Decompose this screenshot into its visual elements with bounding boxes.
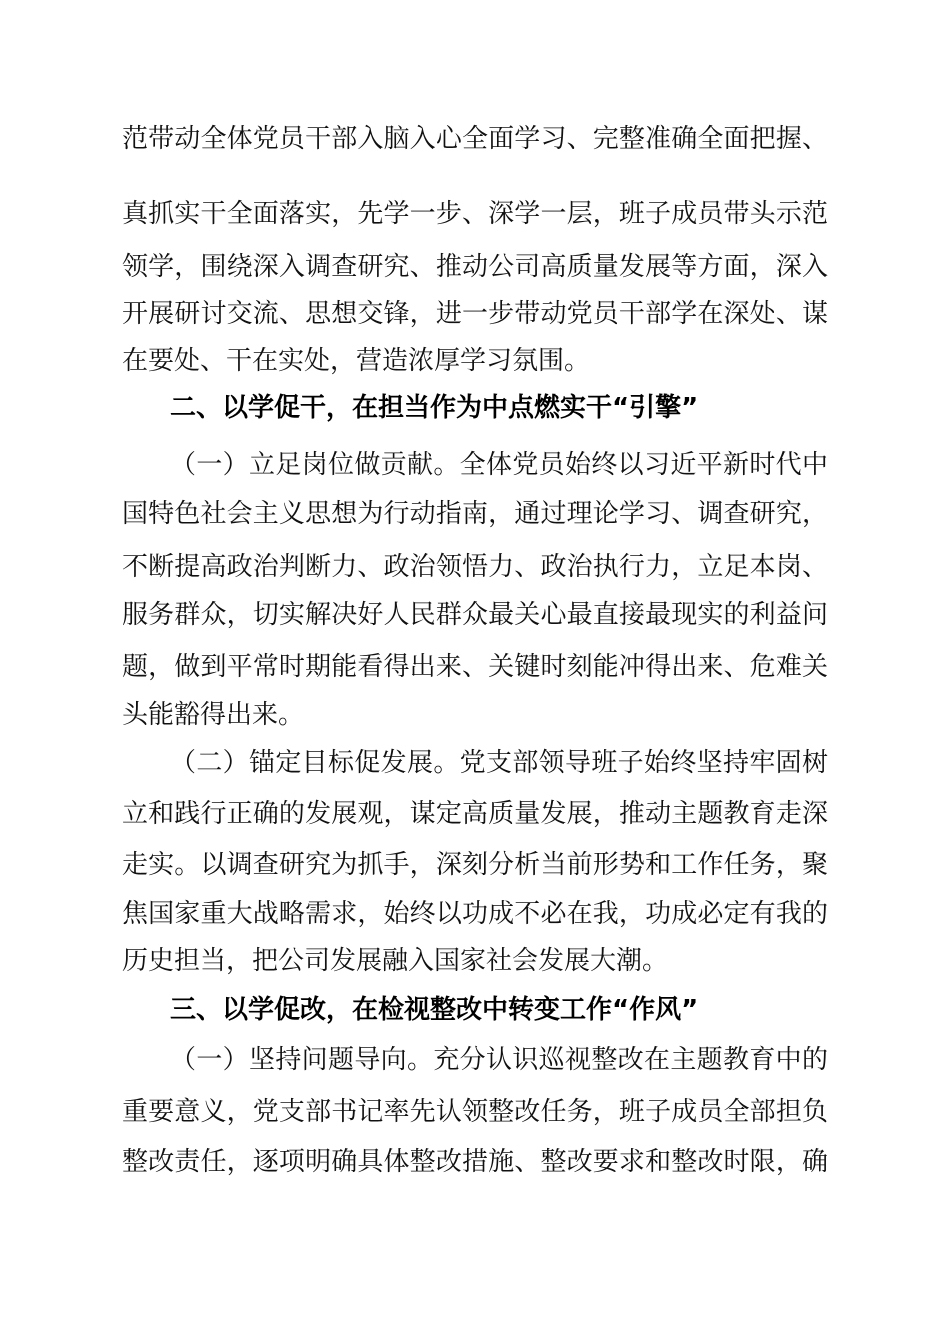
paragraph-line: 领学，围绕深入调查研究、推动公司高质量发展等方面，深入 (122, 252, 828, 282)
paragraph-line: 在要处、干在实处，营造浓厚学习氛围。 (122, 346, 591, 376)
paragraph-line: （一）坚持问题导向。充分认识巡视整改在主题教育中的 (170, 1045, 828, 1075)
paragraph-line: 不断提高政治判断力、政治领悟力、政治执行力，立足本岗、 (122, 552, 828, 582)
paragraph-line: 走实。以调查研究为抓手，深刻分析当前形势和工作任务，聚 (122, 850, 828, 880)
paragraph-line: 题，做到平常时期能看得出来、关键时刻能冲得出来、危难关 (122, 652, 828, 682)
paragraph-line: （一）立足岗位做贡献。全体党员始终以习近平新时代中 (170, 450, 828, 480)
paragraph-line: 真抓实干全面落实，先学一步、深学一层，班子成员带头示范 (122, 199, 828, 229)
paragraph-line: （二）锚定目标促发展。党支部领导班子始终坚持牢固树 (170, 748, 828, 778)
section-heading-3: 三、以学促改，在检视整改中转变工作“作风” (170, 995, 699, 1025)
paragraph-line: 范带动全体党员干部入脑入心全面学习、完整准确全面把握、 (122, 124, 828, 154)
paragraph-line: 整改责任，逐项明确具体整改措施、整改要求和整改时限，确 (122, 1147, 828, 1177)
paragraph-line: 国特色社会主义思想为行动指南，通过理论学习、调查研究， (122, 499, 828, 529)
paragraph-line: 历史担当，把公司发展融入国家社会发展大潮。 (122, 946, 669, 976)
paragraph-line: 重要意义，党支部书记率先认领整改任务，班子成员全部担负 (122, 1097, 828, 1127)
paragraph-line: 头能豁得出来。 (122, 700, 305, 730)
section-heading-2: 二、以学促干，在担当作为中点燃实干“引擎” (170, 393, 699, 423)
paragraph-line: 开展研讨交流、思想交锋，进一步带动党员干部学在深处、谋 (122, 299, 828, 329)
paragraph-line: 焦国家重大战略需求，始终以功成不必在我，功成必定有我的 (122, 899, 828, 929)
paragraph-line: 服务群众，切实解决好人民群众最关心最直接最现实的利益问 (122, 600, 828, 630)
paragraph-line: 立和践行正确的发展观，谋定高质量发展，推动主题教育走深 (122, 799, 828, 829)
